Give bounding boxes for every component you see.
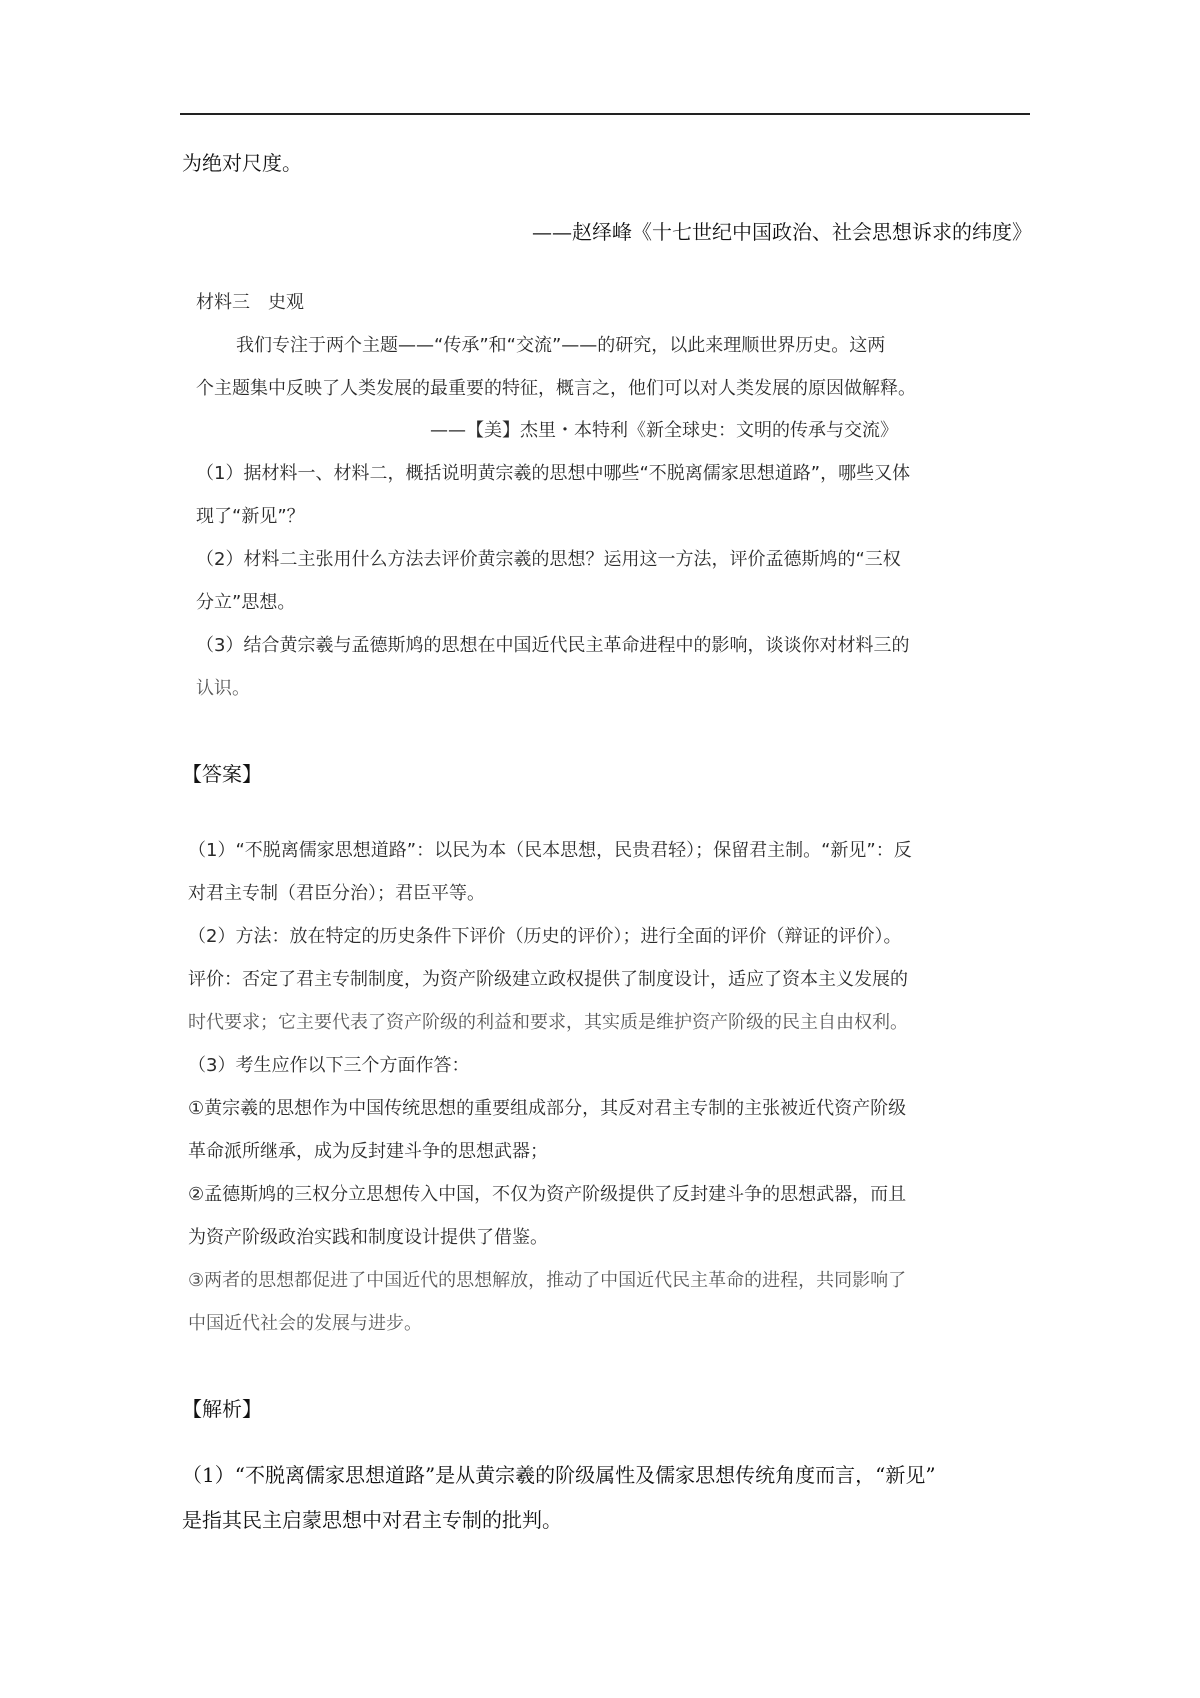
question-1-line: （1）据材料一、材料二，概括说明黄宗羲的思想中哪些“不脱离儒家思想道路”，哪些又体 [196, 463, 911, 484]
material-paragraph-line: 个主题集中反映了人类发展的最重要的特征，概言之，他们可以对人类发展的原因做解释。 [196, 378, 916, 399]
analysis-line: （1）“不脱离儒家思想道路”是从黄宗羲的阶级属性及儒家思想传统角度而言，“新见” [182, 1463, 936, 1487]
answer-line: ②孟德斯鸠的三权分立思想传入中国，不仅为资产阶级提供了反封建斗争的思想武器，而且 [188, 1184, 907, 1205]
answer-line: （1）“不脱离儒家思想道路”：以民为本（民本思想，民贵君轻）；保留君主制。“新见”：反 [188, 840, 912, 861]
question-2-line: 分立”思想。 [196, 592, 296, 613]
material-paragraph-line: 我们专注于两个主题——“传承”和“交流”——的研究，以此来理顺世界历史。这两 [236, 335, 886, 356]
answer-line: 时代要求；它主要代表了资产阶级的利益和要求，其实质是维护资产阶级的民主自由权利。 [188, 1012, 908, 1033]
answer-line: （3）考生应作以下三个方面作答： [188, 1055, 470, 1076]
answer-label: 【答案】 [182, 762, 262, 786]
source-citation: ——赵绎峰《十七世纪中国政治、社会思想诉求的纬度》 [532, 220, 1032, 244]
continuation-text: 为绝对尺度。 [182, 151, 302, 175]
answer-line: 评价：否定了君主专制制度，为资产阶级建立政权提供了制度设计，适应了资本主义发展的 [188, 969, 908, 990]
header-rule [180, 113, 1030, 115]
material-source: ——【美】杰里・本特利《新全球史：文明的传承与交流》 [430, 420, 898, 441]
material-heading: 材料三 史观 [196, 292, 304, 313]
question-1-line: 现了“新见”？ [196, 506, 305, 527]
question-3-line: （3）结合黄宗羲与孟德斯鸠的思想在中国近代民主革命进程中的影响，谈谈你对材料三的 [196, 635, 910, 656]
answer-line: 为资产阶级政治实践和制度设计提供了借鉴。 [188, 1227, 548, 1248]
analysis-line: 是指其民主启蒙思想中对君主专制的批判。 [182, 1508, 562, 1532]
question-2-line: （2）材料二主张用什么方法去评价黄宗羲的思想？运用这一方法，评价孟德斯鸠的“三权 [196, 549, 901, 570]
answer-line: （2）方法：放在特定的历史条件下评价（历史的评价）；进行全面的评价（辩证的评价）。 [188, 926, 902, 947]
answer-line: ①黄宗羲的思想作为中国传统思想的重要组成部分，其反对君主专制的主张被近代资产阶级 [188, 1098, 907, 1119]
answer-line: 对君主专制（君臣分治）；君臣平等。 [188, 883, 485, 904]
answer-line: 革命派所继承，成为反封建斗争的思想武器； [188, 1141, 548, 1162]
question-3-line: 认识。 [196, 678, 250, 699]
answer-line: 中国近代社会的发展与进步。 [188, 1313, 422, 1334]
analysis-label: 【解析】 [182, 1397, 262, 1421]
answer-line: ③两者的思想都促进了中国近代的思想解放，推动了中国近代民主革命的进程，共同影响了 [188, 1270, 907, 1291]
